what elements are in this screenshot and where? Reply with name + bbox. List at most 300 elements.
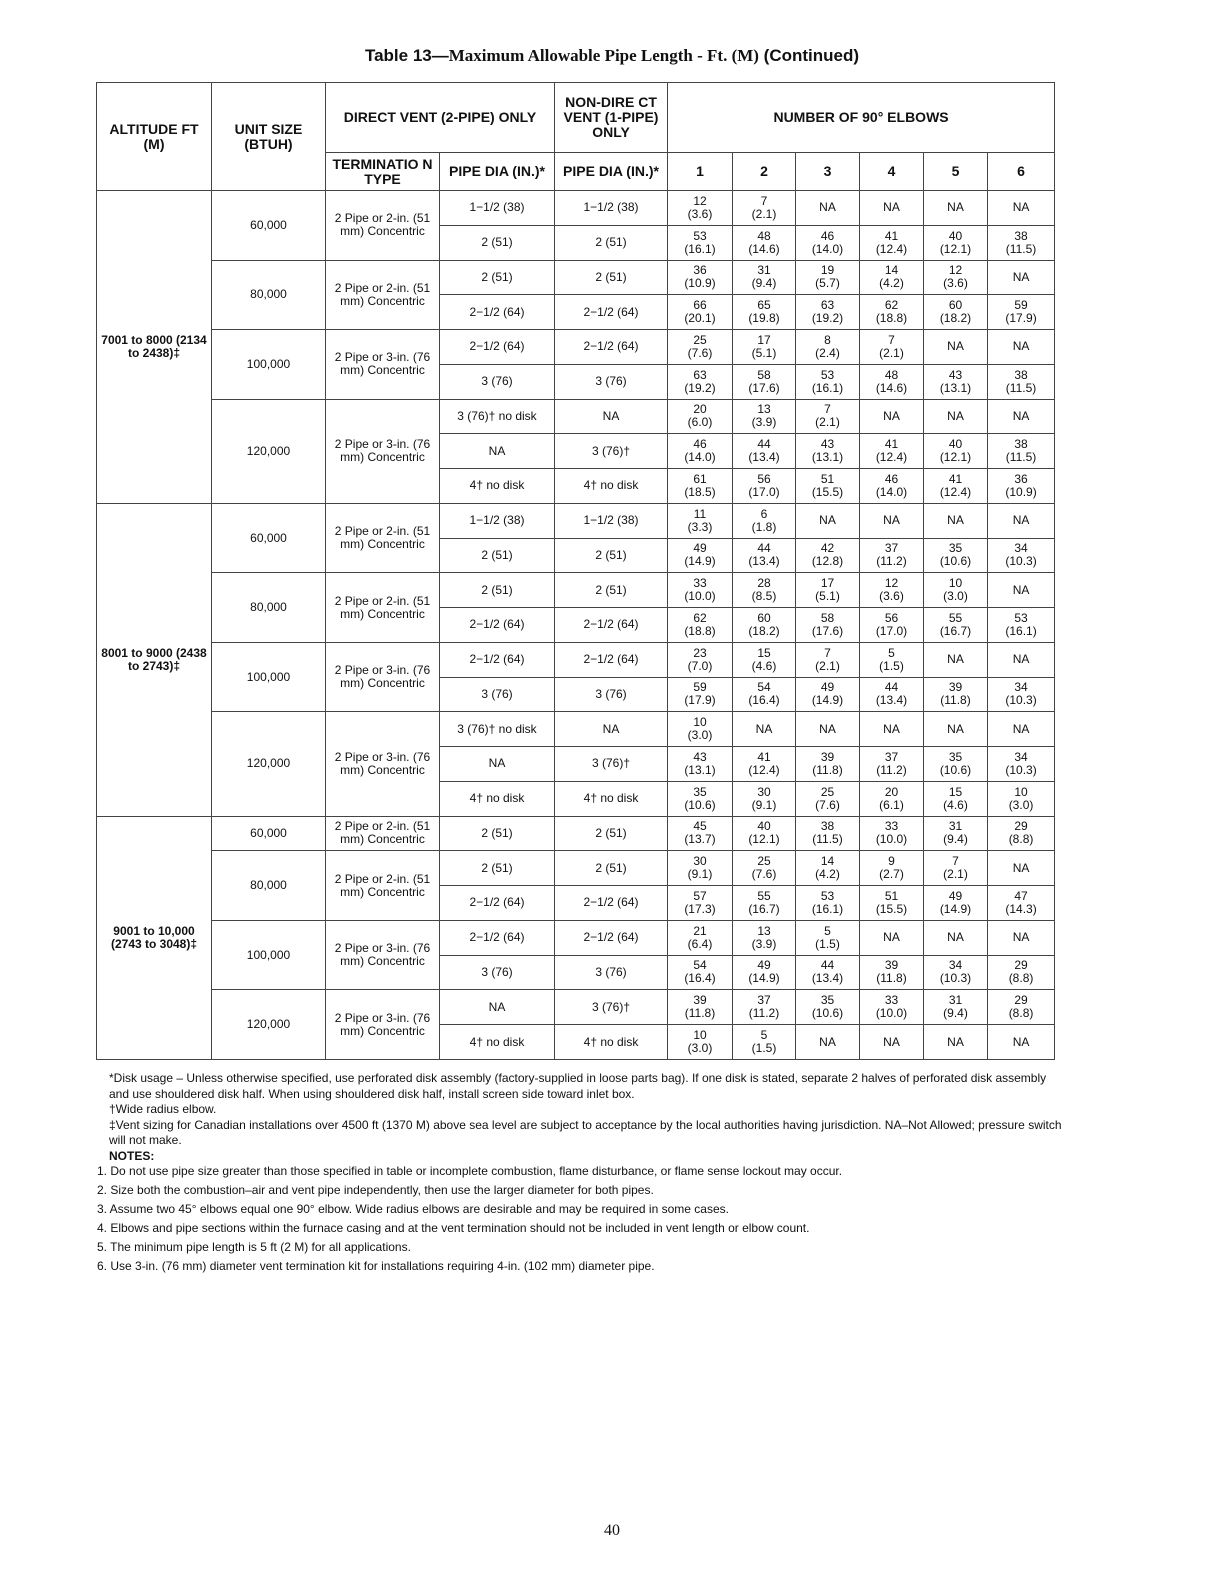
elbow-length-cell	[860, 851, 924, 886]
elbow-length-cell	[924, 747, 988, 782]
length-m: (1.8)	[751, 519, 777, 534]
unit-size-cell: 80,000	[212, 573, 326, 643]
elbow-length-cell	[668, 781, 733, 816]
non-direct-vent-pipe-dia: 2 (51)	[555, 538, 668, 573]
non-direct-vent-pipe-dia: 2 (51)	[555, 816, 668, 851]
length-ft: 57	[693, 888, 707, 903]
length-m: (17.9)	[684, 693, 716, 708]
length-ft: 48	[757, 228, 771, 243]
length-m: (9.4)	[751, 276, 777, 291]
length-m: (10.6)	[811, 1006, 844, 1021]
elbow-length-cell	[796, 642, 860, 677]
length-m: (13.1)	[939, 380, 972, 395]
elbow-length-cell	[733, 573, 796, 608]
length-m: (12.1)	[939, 241, 972, 256]
direct-vent-pipe-dia: 3 (76)† no disk	[440, 399, 555, 434]
length-m: (16.1)	[811, 380, 844, 395]
altitude-cell: 8001 to 9000 (2438 to 2743)‡	[97, 503, 212, 816]
length-m: (10.9)	[1005, 484, 1037, 499]
length-ft: 13	[757, 402, 771, 417]
length-m: (10.6)	[939, 762, 972, 777]
termination-type-cell: 2 Pipe or 2-in. (51 mm) Concentric	[326, 260, 440, 330]
length-ft: 49	[820, 680, 835, 695]
table-row	[97, 399, 1055, 434]
header-elbow-5: 5	[924, 153, 988, 191]
length-ft: 34	[1014, 680, 1028, 695]
elbow-length-cell	[988, 434, 1055, 469]
length-ft: 59	[693, 680, 707, 695]
direct-vent-pipe-dia: 4† no disk	[440, 1025, 555, 1060]
direct-vent-pipe-dia: 2−1/2 (64)	[440, 330, 555, 365]
length-ft: 7	[824, 402, 831, 417]
elbow-length-cell	[860, 330, 924, 365]
length-ft: 23	[693, 645, 707, 660]
length-m: (12.1)	[748, 832, 780, 847]
altitude-cell: 7001 to 8000 (2134 to 2438)‡	[97, 191, 212, 504]
length-m: (17.9)	[1005, 311, 1037, 326]
elbow-length-cell	[668, 1025, 733, 1060]
elbow-length-cell	[924, 990, 988, 1025]
length-ft: 54	[693, 958, 707, 973]
length-m: (8.8)	[1008, 1006, 1034, 1021]
length-m: (17.0)	[875, 623, 908, 638]
table-row	[97, 503, 1055, 538]
header-pipe-dia: PIPE DIA (IN.)*	[440, 153, 555, 191]
elbow-length-cell	[796, 608, 860, 643]
length-m: (11.2)	[876, 762, 907, 777]
length-m: (16.1)	[1005, 623, 1037, 638]
length-m: (10.3)	[939, 971, 972, 986]
unit-size-cell: 80,000	[212, 260, 326, 330]
length-ft: 55	[757, 888, 771, 903]
length-ft: 10	[693, 1028, 707, 1042]
length-ft: 48	[884, 367, 899, 382]
unit-size-cell: 80,000	[212, 851, 326, 921]
footnote-disk: *Disk usage – Unless otherwise specified, use perforated disk assembly (factory-supplied in loose parts bag). If one disk is stated, separate 2 halves of perforated disk assembly and use shouldered disk half. When using shouldered disk half, install screen side toward inlet box.	[109, 1071, 1047, 1101]
length-m: (13.7)	[684, 832, 716, 847]
non-direct-vent-pipe-dia: 2 (51)	[555, 225, 668, 260]
elbow-length-cell	[733, 990, 796, 1025]
elbow-length-cell	[733, 503, 796, 538]
note-item: 2. Size both the combustion–air and vent pipe independently, then use the larger diameter for both pipes.	[97, 1183, 654, 1197]
length-m: (4.6)	[943, 797, 968, 812]
termination-type-cell: 2 Pipe or 3-in. (76 mm) Concentric	[326, 399, 440, 503]
elbow-length-cell	[796, 886, 860, 921]
elbow-length-cell	[924, 955, 988, 990]
elbow-length-cell	[860, 747, 924, 782]
length-ft: 29	[1014, 958, 1028, 973]
non-direct-vent-pipe-dia: 4† no disk	[555, 1025, 668, 1060]
length-m: (18.5)	[684, 484, 716, 499]
length-ft: 31	[948, 993, 963, 1008]
length-m: (12.8)	[811, 554, 844, 569]
length-ft: 6	[760, 506, 768, 521]
length-m: (10.3)	[1005, 554, 1037, 569]
length-m: (3.0)	[687, 1041, 713, 1055]
length-ft: 10	[948, 576, 963, 591]
elbow-length-cell	[924, 469, 988, 504]
length-m: (19.2)	[684, 380, 716, 395]
length-m: (10.0)	[875, 832, 908, 847]
length-ft: 31	[757, 263, 771, 278]
elbow-length-cell	[733, 330, 796, 365]
elbow-length-cell	[796, 747, 860, 782]
length-m: (11.5)	[1005, 380, 1037, 395]
length-m: (3.0)	[943, 589, 968, 604]
length-m: (14.6)	[875, 380, 908, 395]
elbow-length-cell	[733, 260, 796, 295]
length-ft: 58	[757, 367, 771, 382]
length-ft: 41	[884, 437, 899, 452]
length-ft: 35	[693, 784, 707, 799]
elbow-length-cell	[733, 191, 796, 226]
note-item: 1. Do not use pipe size greater than those specified in table or incomplete combustion, flame disturbance, or flame sense lockout may occur.	[97, 1164, 843, 1178]
length-ft: 37	[884, 541, 899, 556]
length-m: (16.4)	[684, 971, 716, 986]
elbow-length-cell: NA	[924, 191, 988, 226]
elbow-length-cell	[668, 364, 733, 399]
elbow-length-cell	[924, 886, 988, 921]
table-row	[97, 816, 1055, 851]
footnotes	[97, 1071, 1069, 1278]
elbow-length-cell: NA	[988, 399, 1055, 434]
non-direct-vent-pipe-dia: 3 (76)†	[555, 990, 668, 1025]
table-title-prefix: Table 13—	[364, 46, 449, 65]
direct-vent-pipe-dia: 2−1/2 (64)	[440, 642, 555, 677]
length-m: (3.6)	[943, 276, 968, 291]
elbow-length-cell	[988, 608, 1055, 643]
length-m: (13.4)	[875, 693, 908, 708]
elbow-length-cell	[733, 364, 796, 399]
elbow-length-cell	[796, 851, 860, 886]
length-ft: 39	[884, 958, 899, 973]
elbow-length-cell	[668, 955, 733, 990]
note-item: 4. Elbows and pipe sections within the furnace casing and at the vent termination should not be included in vent length or elbow count.	[97, 1221, 810, 1235]
length-m: (3.3)	[687, 519, 713, 534]
length-ft: 35	[948, 749, 963, 764]
elbow-length-cell: NA	[924, 1025, 988, 1060]
direct-vent-pipe-dia: 4† no disk	[440, 781, 555, 816]
length-m: (12.4)	[939, 484, 972, 499]
direct-vent-pipe-dia: 2−1/2 (64)	[440, 295, 555, 330]
elbow-length-cell	[860, 364, 924, 399]
non-direct-vent-pipe-dia: 2 (51)	[555, 260, 668, 295]
length-m: (14.9)	[748, 971, 780, 986]
length-m: (11.5)	[1005, 241, 1037, 256]
length-m: (6.4)	[687, 936, 713, 951]
length-m: (3.9)	[751, 415, 777, 430]
length-ft: 54	[757, 680, 771, 695]
direct-vent-pipe-dia: 1−1/2 (38)	[440, 191, 555, 226]
length-m: (9.1)	[687, 867, 713, 882]
table-title-suffix: (Continued)	[758, 46, 860, 65]
length-ft: 59	[1014, 298, 1028, 313]
length-ft: 17	[820, 576, 835, 591]
length-ft: 46	[884, 471, 899, 486]
table-row	[97, 920, 1055, 955]
elbow-length-cell	[733, 1025, 796, 1060]
direct-vent-pipe-dia: 2 (51)	[440, 816, 555, 851]
length-ft: 38	[820, 819, 835, 834]
footnote-canada: ‡Vent sizing for Canadian installations over 4500 ft (1370 M) above sea level are subject to acceptance by the local authorities having jurisdiction. NA–Not Allowed; pressure switch will not make.	[109, 1117, 1062, 1147]
direct-vent-pipe-dia: 4† no disk	[440, 469, 555, 504]
length-ft: 49	[693, 541, 707, 556]
length-m: (13.1)	[684, 762, 716, 777]
elbow-length-cell	[988, 295, 1055, 330]
direct-vent-pipe-dia: 3 (76)	[440, 955, 555, 990]
elbow-length-cell	[796, 573, 860, 608]
length-m: (7.0)	[687, 658, 713, 673]
length-m: (8.8)	[1008, 971, 1034, 986]
length-m: (1.5)	[815, 936, 840, 951]
notes-list	[97, 1164, 1069, 1275]
unit-size-cell: 120,000	[212, 990, 326, 1060]
elbow-length-cell	[668, 225, 733, 260]
elbow-length-cell	[796, 781, 860, 816]
length-m: (11.2)	[748, 1006, 780, 1021]
length-ft: 25	[757, 854, 771, 869]
length-ft: 49	[948, 888, 963, 903]
table-row	[97, 990, 1055, 1025]
length-m: (3.0)	[687, 728, 713, 743]
non-direct-vent-pipe-dia: 3 (76)†	[555, 434, 668, 469]
header-elbow-2: 2	[733, 153, 796, 191]
length-m: (2.1)	[815, 658, 840, 673]
table-row	[97, 851, 1055, 886]
notes-heading: NOTES:	[109, 1148, 155, 1163]
length-m: (18.8)	[684, 623, 716, 638]
direct-vent-pipe-dia: 2 (51)	[440, 225, 555, 260]
non-direct-vent-pipe-dia: 3 (76)	[555, 677, 668, 712]
termination-type-cell: 2 Pipe or 2-in. (51 mm) Concentric	[326, 816, 440, 851]
length-ft: 36	[1014, 471, 1028, 486]
length-ft: 51	[884, 888, 899, 903]
length-ft: 35	[820, 993, 835, 1008]
length-m: (14.6)	[748, 241, 780, 256]
pipe-length-table	[96, 82, 1055, 1060]
elbow-length-cell	[860, 469, 924, 504]
elbow-length-cell	[860, 434, 924, 469]
header-pipe-dia-1pipe: PIPE DIA (IN.)*	[555, 153, 668, 191]
non-direct-vent-pipe-dia: 2−1/2 (64)	[555, 642, 668, 677]
length-m: (18.2)	[748, 623, 780, 638]
elbow-length-cell	[733, 747, 796, 782]
elbow-length-cell: NA	[860, 1025, 924, 1060]
termination-type-cell: 2 Pipe or 3-in. (76 mm) Concentric	[326, 920, 440, 990]
non-direct-vent-pipe-dia: 2−1/2 (64)	[555, 920, 668, 955]
elbow-length-cell	[733, 816, 796, 851]
elbow-length-cell	[733, 955, 796, 990]
elbow-length-cell	[860, 955, 924, 990]
length-m: (3.0)	[1008, 797, 1034, 812]
length-m: (11.5)	[812, 832, 843, 847]
termination-type-cell: 2 Pipe or 3-in. (76 mm) Concentric	[326, 712, 440, 816]
elbow-length-cell: NA	[924, 642, 988, 677]
length-m: (4.2)	[879, 276, 904, 291]
elbow-length-cell	[668, 399, 733, 434]
length-ft: 20	[693, 402, 707, 417]
length-m: (9.4)	[943, 832, 968, 847]
elbow-length-cell: NA	[988, 920, 1055, 955]
elbow-length-cell	[924, 816, 988, 851]
elbow-length-cell	[796, 677, 860, 712]
length-ft: 58	[820, 610, 835, 625]
elbow-length-cell	[924, 573, 988, 608]
length-m: (13.4)	[748, 554, 780, 569]
table-row	[97, 191, 1055, 226]
elbow-length-cell	[668, 469, 733, 504]
elbow-length-cell	[988, 781, 1055, 816]
elbow-length-cell	[988, 364, 1055, 399]
elbow-length-cell	[860, 538, 924, 573]
elbow-length-cell	[796, 225, 860, 260]
elbow-length-cell	[668, 434, 733, 469]
direct-vent-pipe-dia: 2−1/2 (64)	[440, 608, 555, 643]
length-m: (16.7)	[939, 623, 972, 638]
direct-vent-pipe-dia: 3 (76)	[440, 677, 555, 712]
length-m: (19.2)	[811, 311, 844, 326]
elbow-length-cell: NA	[733, 712, 796, 747]
direct-vent-pipe-dia: NA	[440, 434, 555, 469]
length-ft: 46	[693, 437, 707, 452]
length-m: (14.9)	[811, 693, 844, 708]
elbow-length-cell: NA	[924, 330, 988, 365]
length-ft: 37	[884, 749, 899, 764]
elbow-length-cell	[733, 886, 796, 921]
length-m: (5.1)	[751, 345, 777, 360]
elbow-length-cell	[796, 469, 860, 504]
length-m: (4.2)	[815, 867, 840, 882]
elbow-length-cell	[668, 677, 733, 712]
elbow-length-cell	[733, 920, 796, 955]
length-ft: 8	[824, 332, 831, 347]
unit-size-cell: 120,000	[212, 399, 326, 503]
table-row	[97, 330, 1055, 365]
table-title	[0, 46, 1224, 66]
length-m: (13.4)	[748, 450, 780, 465]
length-ft: 7	[760, 193, 768, 208]
elbow-length-cell	[668, 990, 733, 1025]
length-ft: 31	[948, 819, 963, 834]
elbow-length-cell	[668, 295, 733, 330]
non-direct-vent-pipe-dia: 1−1/2 (38)	[555, 503, 668, 538]
elbow-length-cell	[668, 712, 733, 747]
header-elbows: NUMBER OF 90° ELBOWS	[668, 83, 1055, 153]
non-direct-vent-pipe-dia: 1−1/2 (38)	[555, 191, 668, 226]
length-m: (18.8)	[875, 311, 908, 326]
direct-vent-pipe-dia: 2−1/2 (64)	[440, 920, 555, 955]
length-ft: 60	[757, 610, 771, 625]
length-ft: 36	[693, 263, 707, 278]
length-ft: 30	[693, 854, 707, 869]
non-direct-vent-pipe-dia: 2 (51)	[555, 851, 668, 886]
elbow-length-cell	[668, 330, 733, 365]
length-m: (6.1)	[879, 797, 904, 812]
length-m: (14.9)	[684, 554, 716, 569]
length-m: (17.3)	[684, 901, 716, 916]
elbow-length-cell	[860, 677, 924, 712]
length-ft: 20	[884, 784, 899, 799]
length-ft: 63	[820, 298, 835, 313]
length-m: (12.1)	[939, 450, 972, 465]
length-m: (13.4)	[811, 971, 844, 986]
page-number: 40	[604, 1522, 620, 1539]
length-ft: 11	[693, 506, 707, 521]
elbow-length-cell: NA	[796, 712, 860, 747]
table-row	[97, 642, 1055, 677]
elbow-length-cell	[668, 920, 733, 955]
direct-vent-pipe-dia: 2 (51)	[440, 260, 555, 295]
length-m: (5.1)	[815, 589, 840, 604]
elbow-length-cell	[796, 434, 860, 469]
elbow-length-cell: NA	[988, 851, 1055, 886]
length-ft: 47	[1014, 888, 1028, 903]
length-ft: 60	[948, 298, 963, 313]
header-elbow-1: 1	[668, 153, 733, 191]
elbow-length-cell: NA	[988, 260, 1055, 295]
elbow-length-cell	[733, 538, 796, 573]
length-ft: 38	[1014, 367, 1028, 382]
elbow-length-cell	[924, 781, 988, 816]
elbow-length-cell	[988, 955, 1055, 990]
elbow-length-cell	[668, 260, 733, 295]
direct-vent-pipe-dia: 2 (51)	[440, 573, 555, 608]
elbow-length-cell	[860, 260, 924, 295]
length-ft: 13	[757, 923, 771, 938]
length-ft: 61	[693, 471, 707, 486]
elbow-length-cell	[924, 295, 988, 330]
length-m: (3.6)	[687, 206, 713, 221]
length-ft: 62	[693, 610, 707, 625]
elbow-length-cell	[668, 816, 733, 851]
non-direct-vent-pipe-dia: NA	[555, 399, 668, 434]
length-ft: 28	[757, 576, 771, 591]
length-ft: 53	[820, 888, 835, 903]
termination-type-cell: 2 Pipe or 2-in. (51 mm) Concentric	[326, 503, 440, 573]
length-m: (2.1)	[943, 867, 968, 882]
elbow-length-cell: NA	[860, 920, 924, 955]
elbow-length-cell	[733, 642, 796, 677]
elbow-length-cell	[988, 886, 1055, 921]
elbow-length-cell	[988, 225, 1055, 260]
length-m: (2.1)	[879, 345, 904, 360]
length-ft: 56	[757, 471, 771, 486]
length-m: (17.0)	[748, 484, 780, 499]
length-m: (12.4)	[875, 450, 908, 465]
length-ft: 65	[757, 298, 771, 313]
elbow-length-cell	[796, 816, 860, 851]
length-m: (11.8)	[876, 971, 907, 986]
elbow-length-cell	[796, 295, 860, 330]
elbow-length-cell	[796, 364, 860, 399]
termination-type-cell: 2 Pipe or 2-in. (51 mm) Concentric	[326, 191, 440, 261]
elbow-length-cell	[668, 503, 733, 538]
elbow-length-cell	[733, 225, 796, 260]
length-m: (9.1)	[751, 797, 777, 812]
length-ft: 37	[757, 993, 771, 1008]
length-m: (12.4)	[875, 241, 908, 256]
elbow-length-cell: NA	[796, 191, 860, 226]
elbow-length-cell	[924, 260, 988, 295]
elbow-length-cell	[733, 608, 796, 643]
header-elbow-3: 3	[796, 153, 860, 191]
length-ft: 55	[948, 610, 963, 625]
length-ft: 40	[948, 437, 963, 452]
length-ft: 51	[820, 471, 835, 486]
length-m: (3.9)	[751, 936, 777, 951]
length-ft: 7	[888, 332, 895, 347]
table-title-main: Maximum Allowable Pipe Length - Ft. (M)	[448, 46, 759, 65]
